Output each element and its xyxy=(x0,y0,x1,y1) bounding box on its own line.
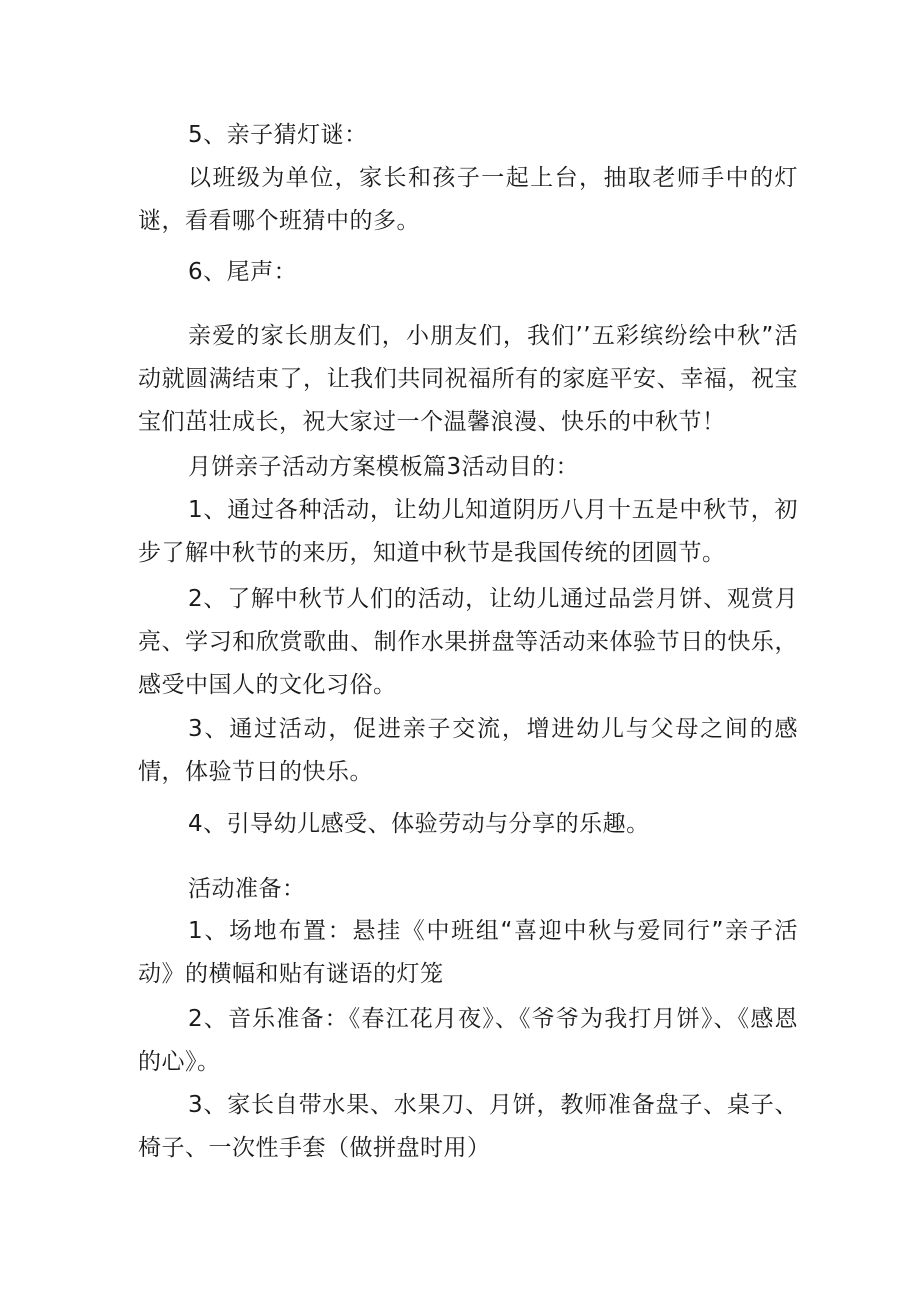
preparation-item-2: 2、音乐准备：《春江花月夜》、《爷爷为我打月饼》、《感恩的心》。 xyxy=(138,1006,798,1075)
goal-item-2: 2、了解中秋节人们的活动，让幼儿通过品尝月饼、观赏月亮、学习和欣赏歌曲、制作水果拼盘等活动来体验节日的快乐，感受中国人的文化习俗。 xyxy=(138,586,798,698)
paragraph-ending: 亲爱的家长朋友们，小朋友们，我们’’五彩缤纷绘中秋”活动就圆满结束了，让我们共同祝福所有的家庭平安、幸福，祝宝宝们茁壮成长，祝大家过一个温馨浪漫、快乐的中秋节！ xyxy=(138,323,798,435)
goal-item-3: 3、通过活动，促进亲子交流，增进幼儿与父母之间的感情，体验节日的快乐。 xyxy=(138,716,798,785)
preparation-item-3: 3、家长自带水果、水果刀、月饼，教师准备盘子、桌子、椅子、一次性手套（做拼盘时用） xyxy=(138,1092,798,1161)
heading-activity-goals: 月饼亲子活动方案模板篇3活动目的： xyxy=(188,454,580,480)
heading-preparation: 活动准备： xyxy=(188,876,306,902)
heading-riddle-game: 5、亲子猜灯谜： xyxy=(188,122,368,148)
preparation-item-1: 1、场地布置：悬挂《中班组“喜迎中秋与爱同行”亲子活动》的横幅和贴有谜语的灯笼 xyxy=(138,918,798,987)
goal-item-1: 1、通过各种活动，让幼儿知道阴历八月十五是中秋节，初步了解中秋节的来历，知道中秋节是我国传统的团圆节。 xyxy=(138,497,798,566)
heading-ending: 6、尾声： xyxy=(188,259,298,285)
paragraph-riddle-game: 以班级为单位，家长和孩子一起上台，抽取老师手中的灯谜，看看哪个班猜中的多。 xyxy=(138,165,798,234)
goal-item-4: 4、引导幼儿感受、体验劳动与分享的乐趣。 xyxy=(188,811,650,837)
